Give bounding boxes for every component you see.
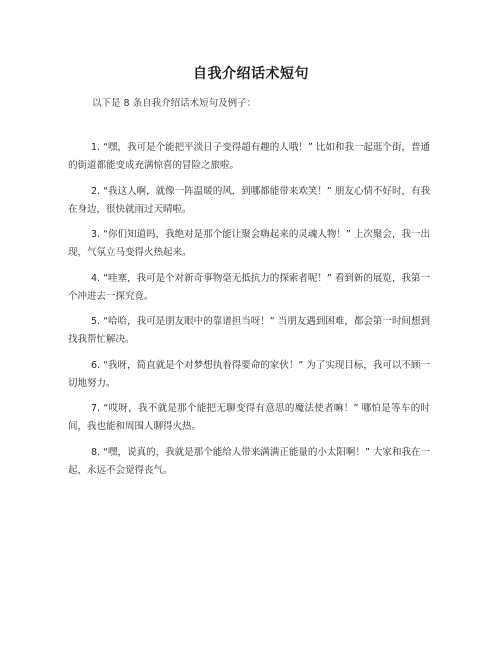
list-item: 2. “我这人啊，就像一阵温暖的风，到哪都能带来欢笑！” 朋友心情不好时，有我在身边，很快就雨过天晴啦。 (68, 185, 430, 215)
list-item: 3. “你们知道吗，我绝对是那个能让聚会嗨起来的灵魂人物！” 上次聚会，我一出现，气氛立马变得火热起来。 (68, 229, 430, 258)
document-title: 自我介绍话术短句 (193, 66, 309, 82)
intro-text: 以下是 8 条自我介绍话术短句及例子： (92, 98, 257, 109)
list-item: 5. “哈哈，我可是朋友眼中的靠谱担当呀！” 当朋友遇到困难，都会第一时间想到找我帮忙解决。 (68, 316, 430, 345)
list-item: 4. “哇塞，我可是个对新奇事物毫无抵抗力的探索者呢！” 看到新的展览，我第一个冲进去一探究竟。 (68, 272, 430, 302)
phrase-list (68, 139, 430, 487)
list-item: 6. “我呀，简直就是个对梦想执着得要命的家伙！” 为了实现目标，我可以不顾一切地努力。 (68, 359, 430, 389)
list-item: 8. “嘿，说真的，我就是那个能给人带来满满正能量的小太阳啊！” 大家和我在一起，永远不会觉得丧气。 (68, 446, 430, 476)
list-item: 1. “嘿，我可是个能把平淡日子变得超有趣的人哦！” 比如和我一起逛个街，普通的街道都能变成充满惊喜的冒险之旅啦。 (68, 142, 430, 171)
list-item: 7. “哎呀，我不就是那个能把无聊变得有意思的魔法使者嘛！” 哪怕是等车的时间，我也能和周围人聊得火热。 (68, 403, 430, 432)
